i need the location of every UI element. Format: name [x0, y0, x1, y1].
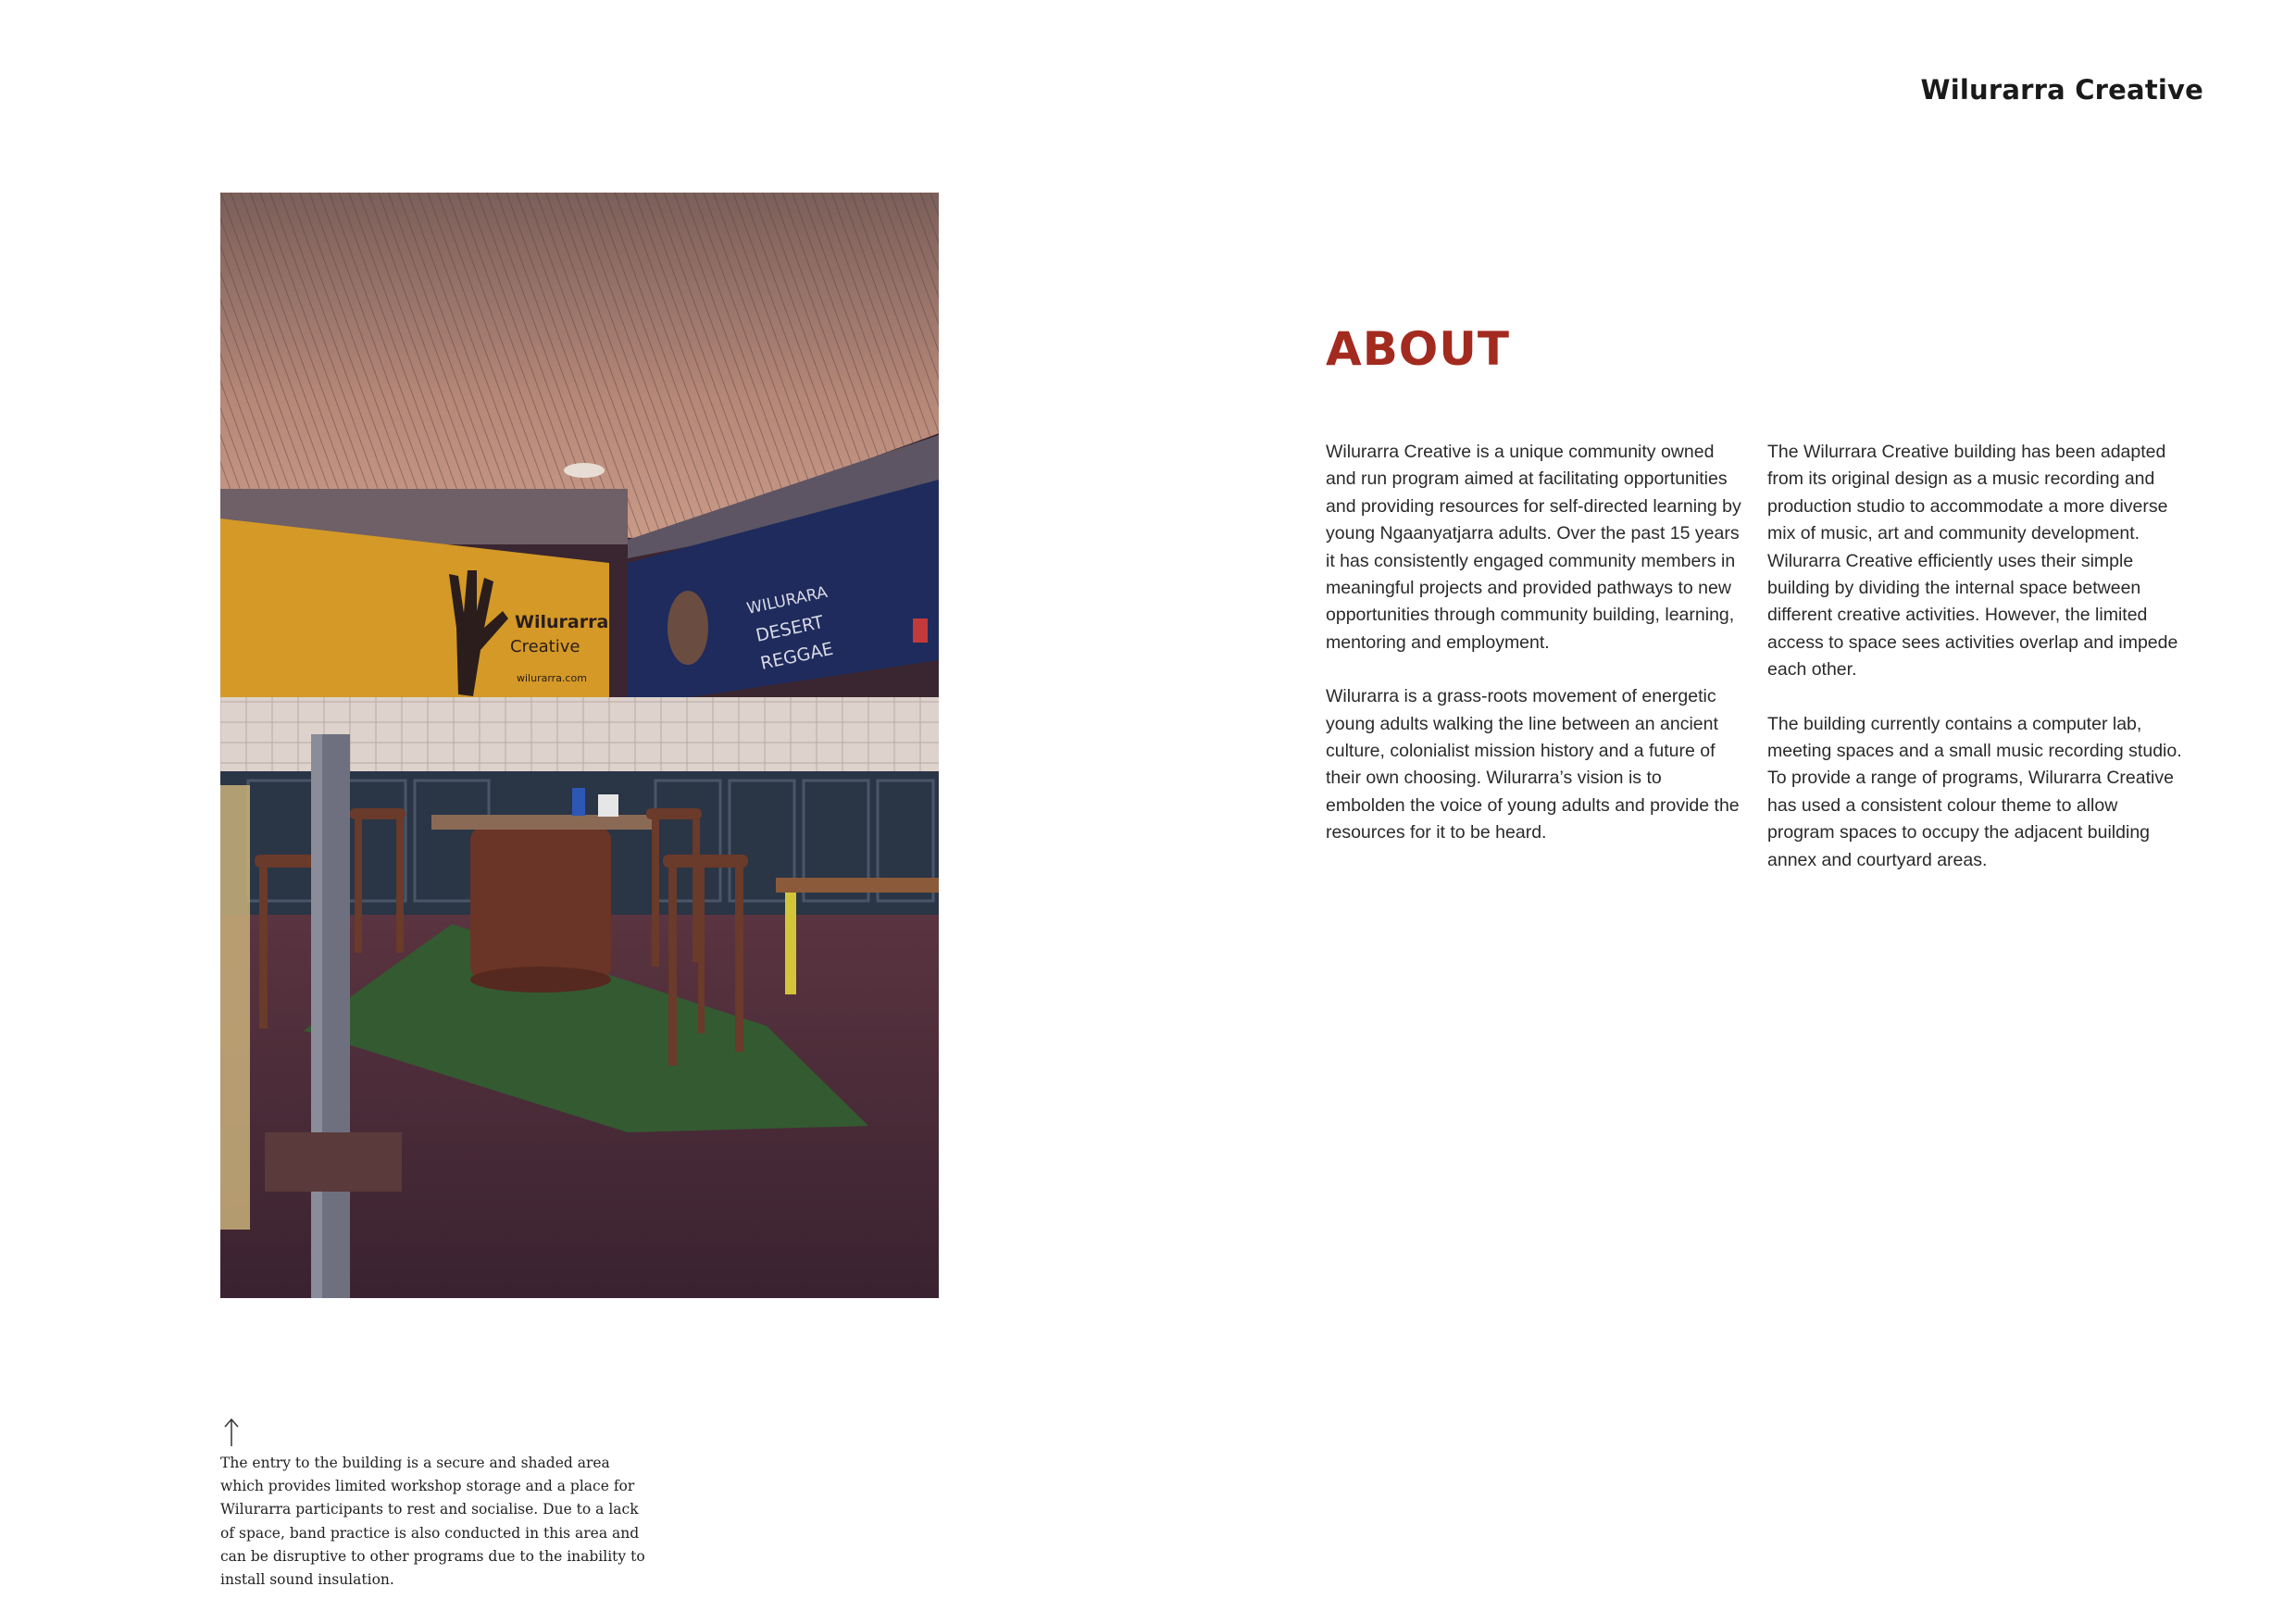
banner-blue-line2: DESERT [754, 611, 826, 646]
banner-yellow-url: wilurarra.com [517, 672, 587, 684]
about-paragraph: Wilurarra is a grass-roots movement of energetic young adults walking the line between an ancient culture, colonialist mission history and a future of their own choosing. Wilurarra’s vision is to embolden the voice of young adults and provide the resources for it to be heard. [1326, 686, 1740, 843]
photo-caption [220, 1417, 655, 1592]
about-paragraph: The Wilurrara Creative building has been adapted from its original design as a music recording and production studio to accommodate a more diverse mix of music, art and community development. Wilurarra Creative efficiently uses their simple building by dividing the internal space between different creative activities. However, the limited access to space sees activities overlap and impede each other. [1767, 442, 2178, 681]
section-heading: ABOUT [1326, 322, 1511, 376]
entry-area-photo [220, 193, 939, 1298]
caption-text: The entry to the building is a secure and shaded area which provides limited workshop storage and a place for Wilurarra participants to rest and socialise. Due to a lack of space, band practice is also conducted in this area and can be disruptive to other programs due to the inability to install sound insulation. [220, 1455, 645, 1589]
banner-blue-line3: REGGAE [758, 638, 835, 674]
banner-yellow-name: Wilurarra [515, 612, 609, 632]
banner-yellow-sub: Creative [510, 637, 580, 656]
about-right-column [1767, 439, 2186, 901]
about-left-column [1326, 439, 1744, 874]
up-arrow-icon [220, 1417, 243, 1448]
banner-blue-line1: WILURARA [744, 582, 830, 618]
about-paragraph: The building currently contains a computer lab, meeting spaces and a small music recording studio. To provide a range of programs, Wilurarra Creative has used a consistent colour theme to allow program spaces to occupy the adjacent building annex and courtyard areas. [1767, 713, 2182, 870]
brand-title: Wilurarra Creative [1920, 74, 2203, 106]
about-paragraph: Wilurarra Creative is a unique community owned and run program aimed at facilitating opportunities and providing resources for self-directed learning by young Ngaanyatjarra adults. Over the past 15 years it has consistently engaged community members in meaningful projects and provided pathways to new opportunities through community building, learning, mentoring and employment. [1326, 442, 1741, 653]
